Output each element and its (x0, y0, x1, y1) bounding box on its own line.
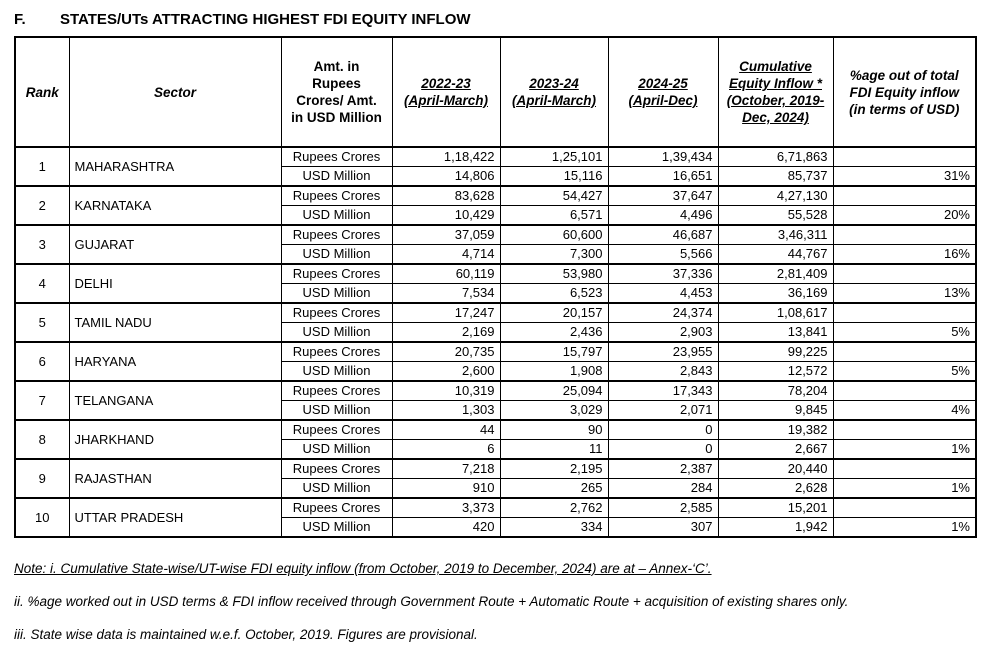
amount-cell: 1,303 (392, 401, 500, 421)
amount-cell: 2,169 (392, 323, 500, 343)
header-line: FDI Equity inflow (849, 84, 959, 100)
amount-cell: 2,436 (500, 323, 608, 343)
amount-cell: 4,453 (608, 284, 718, 304)
header-line: Equity Inflow * (729, 76, 822, 91)
amount-cell: 24,374 (608, 303, 718, 323)
page-title: STATES/UTs ATTRACTING HIGHEST FDI EQUITY INFLOW (60, 11, 471, 28)
pct-cell (833, 186, 976, 206)
amount-cell: 1,25,101 (500, 147, 608, 167)
amount-cell: 5,566 (608, 245, 718, 265)
state-cell: HARYANA (69, 342, 281, 381)
amount-cell: 2,071 (608, 401, 718, 421)
header-line: 2024-25 (638, 76, 688, 91)
rank-cell: 2 (15, 186, 69, 225)
amount-cell: 60,600 (500, 225, 608, 245)
table-header (15, 37, 976, 147)
pct-cell: 16% (833, 245, 976, 265)
amount-cell: 17,343 (608, 381, 718, 401)
header-line: %age out of total (849, 67, 959, 83)
section-index: F. (14, 11, 26, 28)
pct-cell: 5% (833, 362, 976, 382)
state-cell: MAHARASHTRA (69, 147, 281, 186)
amount-cell: 7,534 (392, 284, 500, 304)
amount-cell: 1,18,422 (392, 147, 500, 167)
pct-cell: 5% (833, 323, 976, 343)
rank-cell: 10 (15, 498, 69, 537)
amount-cell: 2,762 (500, 498, 608, 518)
pct-cell (833, 225, 976, 245)
footnotes (14, 560, 975, 643)
amount-cell: 11 (500, 440, 608, 460)
amount-cell: 19,382 (718, 420, 833, 440)
header-line: 2022-23 (421, 76, 471, 91)
header-line: (April-March) (512, 93, 596, 108)
unit-label-cell: USD Million (281, 284, 392, 304)
unit-label-cell: USD Million (281, 206, 392, 226)
amount-cell: 2,843 (608, 362, 718, 382)
pct-cell (833, 264, 976, 284)
amount-cell: 4,27,130 (718, 186, 833, 206)
table-row-rupees (15, 303, 976, 323)
state-cell: GUJARAT (69, 225, 281, 264)
amount-cell: 2,600 (392, 362, 500, 382)
header-line: 2023-24 (529, 76, 579, 91)
amount-cell: 7,218 (392, 459, 500, 479)
col-header-sector: Sector (69, 37, 281, 147)
amount-cell: 12,572 (718, 362, 833, 382)
amount-cell: 20,157 (500, 303, 608, 323)
amount-cell: 3,373 (392, 498, 500, 518)
amount-cell: 99,225 (718, 342, 833, 362)
amount-cell: 16,651 (608, 167, 718, 187)
table-body (15, 147, 976, 537)
amount-cell: 9,845 (718, 401, 833, 421)
col-header-2023-24 (500, 37, 608, 147)
pct-cell: 1% (833, 518, 976, 538)
amount-cell: 2,903 (608, 323, 718, 343)
amount-cell: 0 (608, 420, 718, 440)
pct-cell (833, 381, 976, 401)
col-header-cumulative (718, 37, 833, 147)
amount-cell: 6 (392, 440, 500, 460)
amount-cell: 1,39,434 (608, 147, 718, 167)
amount-cell: 2,585 (608, 498, 718, 518)
unit-label-cell: Rupees Crores (281, 498, 392, 518)
header-line: (October, 2019- (726, 93, 825, 108)
amount-cell: 2,628 (718, 479, 833, 499)
header-row (15, 37, 976, 147)
amount-cell: 53,980 (500, 264, 608, 284)
rank-cell: 4 (15, 264, 69, 303)
pct-cell: 13% (833, 284, 976, 304)
amount-cell: 37,059 (392, 225, 500, 245)
amount-cell: 15,116 (500, 167, 608, 187)
rank-cell: 5 (15, 303, 69, 342)
table-row-rupees (15, 186, 976, 206)
unit-label-cell: USD Million (281, 167, 392, 187)
state-cell: UTTAR PRADESH (69, 498, 281, 537)
unit-label-cell: USD Million (281, 479, 392, 499)
pct-cell (833, 498, 976, 518)
state-cell: DELHI (69, 264, 281, 303)
state-cell: KARNATAKA (69, 186, 281, 225)
pct-cell (833, 303, 976, 323)
amount-cell: 10,429 (392, 206, 500, 226)
amount-cell: 3,029 (500, 401, 608, 421)
col-header-2022-23 (392, 37, 500, 147)
amount-cell: 1,908 (500, 362, 608, 382)
rank-cell: 7 (15, 381, 69, 420)
header-line: in USD Million (291, 110, 382, 125)
unit-label-cell: Rupees Crores (281, 420, 392, 440)
amount-cell: 36,169 (718, 284, 833, 304)
header-line: (April-Dec) (628, 93, 698, 108)
pct-cell: 1% (833, 479, 976, 499)
fdi-states-table (14, 36, 977, 538)
table-row-rupees (15, 342, 976, 362)
amount-cell: 15,201 (718, 498, 833, 518)
pct-cell: 1% (833, 440, 976, 460)
unit-label-cell: USD Million (281, 323, 392, 343)
amount-cell: 20,735 (392, 342, 500, 362)
amount-cell: 83,628 (392, 186, 500, 206)
amount-cell: 1,08,617 (718, 303, 833, 323)
amount-cell: 7,300 (500, 245, 608, 265)
pct-cell: 20% (833, 206, 976, 226)
amount-cell: 23,955 (608, 342, 718, 362)
amount-cell: 3,46,311 (718, 225, 833, 245)
amount-cell: 910 (392, 479, 500, 499)
header-line: (April-March) (404, 93, 488, 108)
pct-cell (833, 342, 976, 362)
amount-cell: 13,841 (718, 323, 833, 343)
amount-cell: 0 (608, 440, 718, 460)
amount-cell: 10,319 (392, 381, 500, 401)
amount-cell: 2,387 (608, 459, 718, 479)
amount-cell: 85,737 (718, 167, 833, 187)
unit-label-cell: Rupees Crores (281, 381, 392, 401)
amount-cell: 4,714 (392, 245, 500, 265)
col-header-2024-25 (608, 37, 718, 147)
unit-label-cell: Rupees Crores (281, 303, 392, 323)
header-line: Cumulative (739, 59, 812, 74)
table-row-rupees (15, 264, 976, 284)
amount-cell: 1,942 (718, 518, 833, 538)
amount-cell: 284 (608, 479, 718, 499)
header-line: Amt. in (313, 59, 360, 74)
section-title-row (14, 11, 975, 28)
rank-cell: 3 (15, 225, 69, 264)
amount-cell: 90 (500, 420, 608, 440)
rank-cell: 1 (15, 147, 69, 186)
amount-cell: 17,247 (392, 303, 500, 323)
amount-cell: 46,687 (608, 225, 718, 245)
amount-cell: 2,195 (500, 459, 608, 479)
amount-cell: 55,528 (718, 206, 833, 226)
state-cell: TAMIL NADU (69, 303, 281, 342)
pct-cell: 4% (833, 401, 976, 421)
unit-label-cell: USD Million (281, 401, 392, 421)
unit-label-cell: Rupees Crores (281, 264, 392, 284)
table-row-rupees (15, 381, 976, 401)
amount-cell: 4,496 (608, 206, 718, 226)
amount-cell: 307 (608, 518, 718, 538)
amount-cell: 6,571 (500, 206, 608, 226)
amount-cell: 334 (500, 518, 608, 538)
amount-cell: 37,647 (608, 186, 718, 206)
table-row-rupees (15, 498, 976, 518)
rank-cell: 6 (15, 342, 69, 381)
pct-cell (833, 147, 976, 167)
table-row-rupees (15, 420, 976, 440)
amount-cell: 15,797 (500, 342, 608, 362)
rank-cell: 8 (15, 420, 69, 459)
amount-cell: 37,336 (608, 264, 718, 284)
rank-cell: 9 (15, 459, 69, 498)
unit-label-cell: USD Million (281, 362, 392, 382)
table-row-rupees (15, 225, 976, 245)
note-ii: ii. %age worked out in USD terms & FDI inflow received through Government Route + Automatic Route + acquisition of existing shares only. (14, 594, 849, 609)
amount-cell: 265 (500, 479, 608, 499)
state-cell: JHARKHAND (69, 420, 281, 459)
col-header-amount-unit (281, 37, 392, 147)
amount-cell: 25,094 (500, 381, 608, 401)
col-header-pct-total (833, 37, 976, 147)
header-line: Dec, 2024) (742, 110, 809, 125)
amount-cell: 420 (392, 518, 500, 538)
amount-cell: 2,667 (718, 440, 833, 460)
pct-cell (833, 459, 976, 479)
state-cell: TELANGANA (69, 381, 281, 420)
pct-cell (833, 420, 976, 440)
amount-cell: 54,427 (500, 186, 608, 206)
note-i: Note: i. Cumulative State-wise/UT-wise FDI equity inflow (from October, 2019 to December, 2024) are at – Annex-‘C’. (14, 561, 712, 576)
header-line: (in terms of USD) (849, 101, 960, 117)
unit-label-cell: Rupees Crores (281, 342, 392, 362)
amount-cell: 6,71,863 (718, 147, 833, 167)
amount-cell: 14,806 (392, 167, 500, 187)
amount-cell: 20,440 (718, 459, 833, 479)
unit-label-cell: Rupees Crores (281, 459, 392, 479)
amount-cell: 44 (392, 420, 500, 440)
unit-label-cell: Rupees Crores (281, 225, 392, 245)
unit-label-cell: Rupees Crores (281, 186, 392, 206)
amount-cell: 78,204 (718, 381, 833, 401)
header-line: Rupees (312, 76, 361, 91)
table-row-rupees (15, 147, 976, 167)
header-line: Crores/ Amt. (296, 93, 377, 108)
unit-label-cell: USD Million (281, 518, 392, 538)
unit-label-cell: USD Million (281, 245, 392, 265)
unit-label-cell: Rupees Crores (281, 147, 392, 167)
amount-cell: 44,767 (718, 245, 833, 265)
note-iii: iii. State wise data is maintained w.e.f. October, 2019. Figures are provisional. (14, 627, 478, 642)
amount-cell: 2,81,409 (718, 264, 833, 284)
state-cell: RAJASTHAN (69, 459, 281, 498)
unit-label-cell: USD Million (281, 440, 392, 460)
col-header-rank: Rank (15, 37, 69, 147)
pct-cell: 31% (833, 167, 976, 187)
table-row-rupees (15, 459, 976, 479)
amount-cell: 60,119 (392, 264, 500, 284)
amount-cell: 6,523 (500, 284, 608, 304)
